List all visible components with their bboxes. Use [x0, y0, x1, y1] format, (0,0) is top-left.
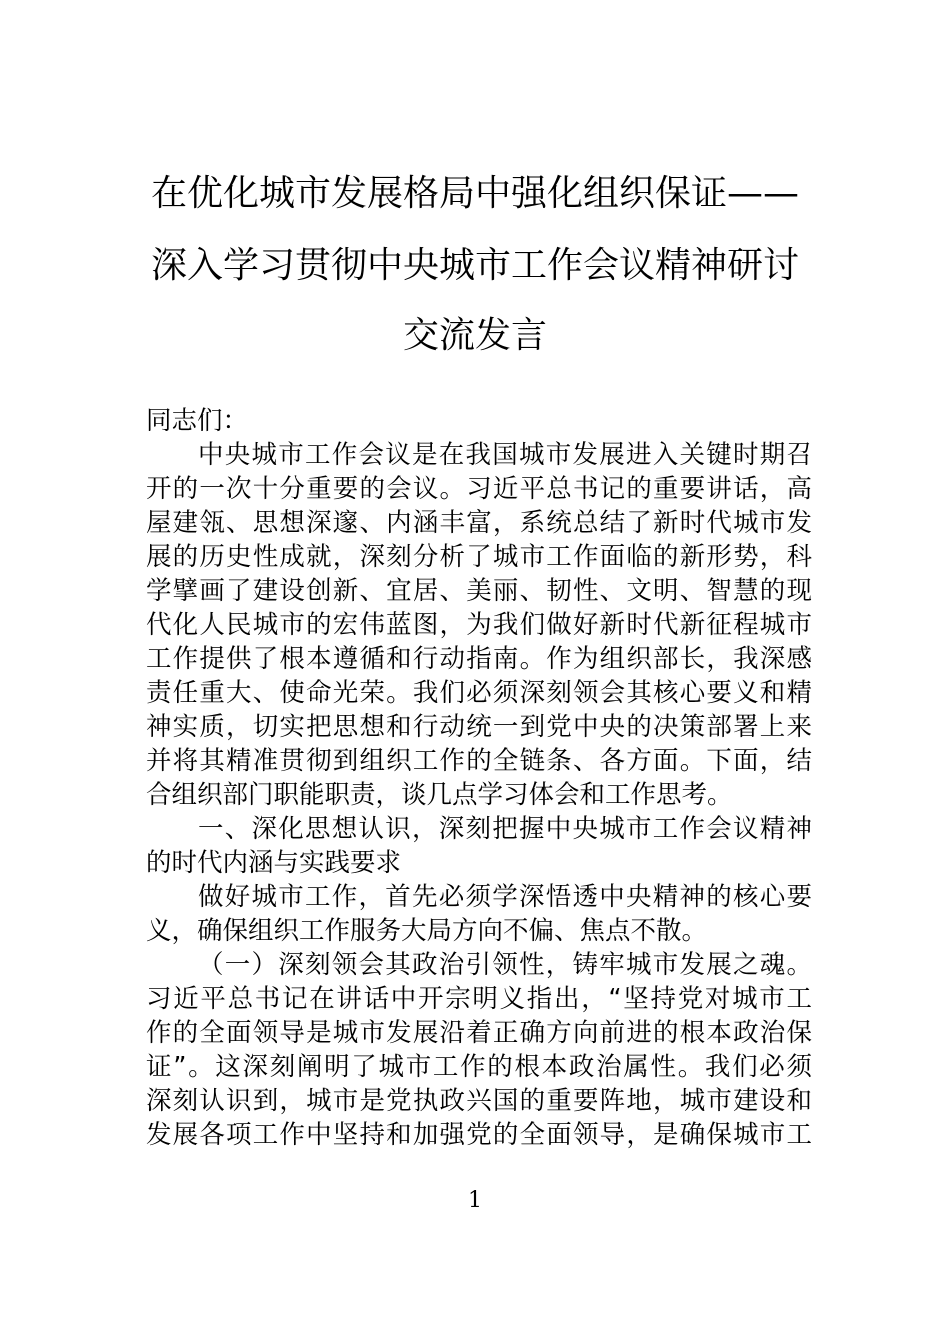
body-line: 工作提供了根本遵循和行动指南。作为组织部长，我深感	[146, 644, 812, 674]
body-line: 代化人民城市的宏伟蓝图，为我们做好新时代新征程城市	[146, 610, 812, 640]
body-line: 深刻认识到，城市是党执政兴国的重要阵地，城市建设和	[146, 1086, 812, 1116]
salutation: 同志们：	[146, 406, 249, 436]
body-line: 中央城市工作会议是在我国城市发展进入关键时期召	[198, 440, 812, 470]
section-heading: 一、深化思想认识，深刻把握中央城市工作会议精神	[198, 814, 812, 844]
body-line: 神实质，切实把思想和行动统一到党中央的决策部署上来	[146, 712, 812, 742]
title-line-2: 深入学习贯彻中央城市工作会议精神研讨	[150, 245, 799, 286]
body-line: 习近平总书记在讲话中开宗明义指出，“坚持党对城市工	[146, 984, 812, 1014]
body-line: 做好城市工作，首先必须学深悟透中央精神的核心要	[198, 882, 812, 912]
body-line: 责任重大、使命光荣。我们必须深刻领会其核心要义和精	[146, 678, 812, 708]
body-line: 发展各项工作中坚持和加强党的全面领导，是确保城市工	[146, 1120, 812, 1150]
subsection-heading: （一）深刻领会其政治引领性，铸牢城市发展之魂。	[198, 950, 812, 980]
title-line-3: 交流发言	[402, 315, 547, 356]
page-number: 1	[468, 1188, 482, 1213]
body-line: 屋建瓴、思想深邃、内涵丰富，系统总结了新时代城市发	[146, 508, 812, 538]
body-line: 义，确保组织工作服务大局方向不偏、焦点不散。	[146, 916, 708, 946]
body-line: 展的历史性成就，深刻分析了城市工作面临的新形势，科	[146, 542, 812, 572]
body-line: 证”。这深刻阐明了城市工作的根本政治属性。我们必须	[146, 1052, 812, 1082]
body-line: 作的全面领导是城市发展沿着正确方向前进的根本政治保	[146, 1018, 812, 1048]
body-line: 开的一次十分重要的会议。习近平总书记的重要讲话，高	[146, 474, 812, 504]
body-line: 学擘画了建设创新、宜居、美丽、韧性、文明、智慧的现	[146, 576, 812, 606]
section-heading: 的时代内涵与实践要求	[146, 848, 402, 878]
title-line-1: 在优化城市发展格局中强化组织保证——	[150, 173, 799, 214]
body-line: 并将其精准贯彻到组织工作的全链条、各方面。下面，结	[146, 746, 812, 776]
body-line: 合组织部门职能职责，谈几点学习体会和工作思考。	[146, 780, 733, 810]
